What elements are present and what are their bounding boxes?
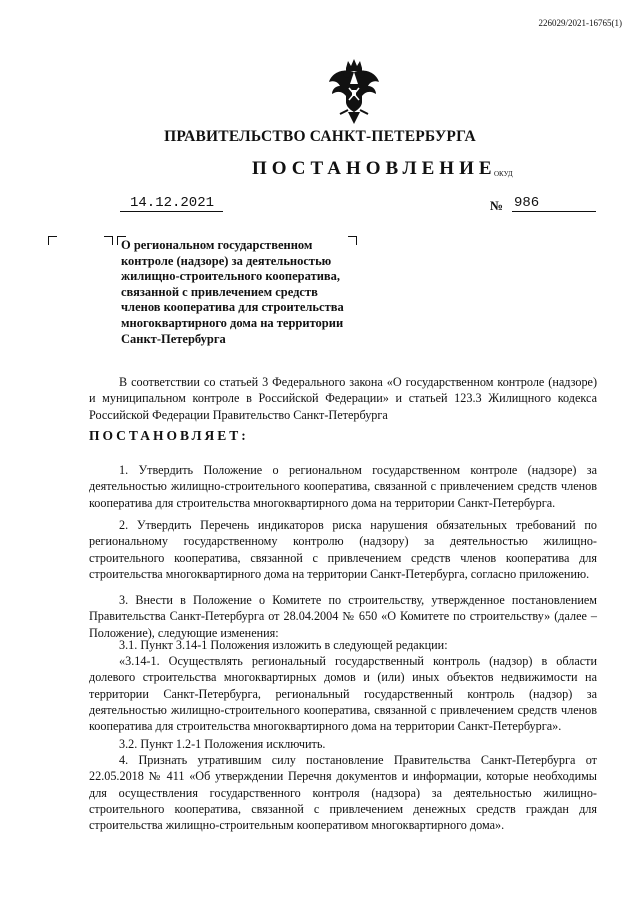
subject-line: жилищно-строительного кооператива,: [121, 269, 341, 284]
document-type: ПОСТАНОВЛЕНИЕ: [252, 158, 497, 179]
item-3-1-text-paragraph: «3.14-1. Осуществлять региональный государственный контроль (надзор) в области долевого строительства многоквартирных домов и (или) иных объектов недвижимости на территории Санкт-Петербурга, региональный государственный контроль (надзор) за деятельностью жилищно-строительного кооператива, связанной с привлечением средств членов кооператива для строительства многоквартирного дома на территории Санкт-Петербурга».: [89, 654, 597, 734]
preamble-paragraph: В соответствии со статьей 3 Федерального закона «О государственном контроле (надзоре) и муниципальном контроле в Российской Федерации» и статьей 123.3 Жилищного кодекса Российской Федерации Правительство Санкт-Петербурга: [89, 375, 597, 422]
okud-label: ОКУД: [494, 170, 513, 178]
item-2-paragraph: 2. Утвердить Перечень индикаторов риска нарушения обязательных требований по региональному государственному контролю (надзору) за деятельностью жилищно-строительного кооператива, связанной с привлечением средств членов кооператива для строительства многоквартирного дома на территории Санкт-Петербурга, согласно приложению.: [89, 518, 597, 581]
corner-mark: [48, 236, 57, 245]
item-3-2-paragraph: 3.2. Пункт 1.2-1 Положения исключить.: [119, 737, 326, 751]
document-date: 14.12.2021: [130, 195, 215, 211]
item-4-paragraph: 4. Признать утратившим силу постановление Правительства Санкт-Петербурга от 22.05.2018 № 411 «Об утверждении Перечня документов и информации, которые необходимы для осуществления государственного контроля (надзора) за деятельностью жилищно-строительного кооператива, связанной с привлечением денежных средств граждан для строительства жилищно-строительным кооперативом многоквартирного дома».: [89, 753, 597, 833]
subject-line: многоквартирного дома на территории: [121, 315, 344, 330]
resolves-heading: ПОСТАНОВЛЯЕТ:: [89, 428, 249, 443]
document-id: 226029/2021-16765(1): [538, 18, 622, 28]
item-3-1-paragraph: 3.1. Пункт 3.14-1 Положения изложить в следующей редакции:: [119, 638, 448, 652]
document-number: 986: [514, 195, 540, 211]
government-title: ПРАВИТЕЛЬСТВО САНКТ-ПЕТЕРБУРГА: [164, 128, 476, 145]
number-underline: [512, 211, 596, 212]
subject-line: О региональном государственном: [121, 238, 313, 252]
item-1-paragraph: 1. Утвердить Положение о региональном государственном контроле (надзоре) за деятельностью жилищно-строительного кооператива, связанной с привлечением средств членов кооператива для строительства многоквартирного дома на территории Санкт-Петербурга.: [89, 463, 597, 510]
number-label: №: [490, 198, 504, 213]
subject-line: связанной с привлечением средств: [121, 284, 318, 299]
subject-line: контроле (надзоре) за деятельностью: [121, 253, 332, 268]
document-subject: [121, 238, 371, 347]
date-underline: [120, 211, 223, 212]
item-3-paragraph: 3. Внести в Положение о Комитете по строительству, утвержденное постановлением Правительства Санкт-Петербурга от 28.04.2004 № 650 «О Комитете по строительству» (далее – Положение), следующие изменения:: [89, 593, 597, 640]
coat-of-arms-icon: [326, 58, 382, 128]
subject-line: Санкт-Петербурга: [121, 331, 226, 346]
subject-line: членов кооператива для строительства: [121, 300, 344, 315]
corner-mark: [104, 236, 113, 245]
